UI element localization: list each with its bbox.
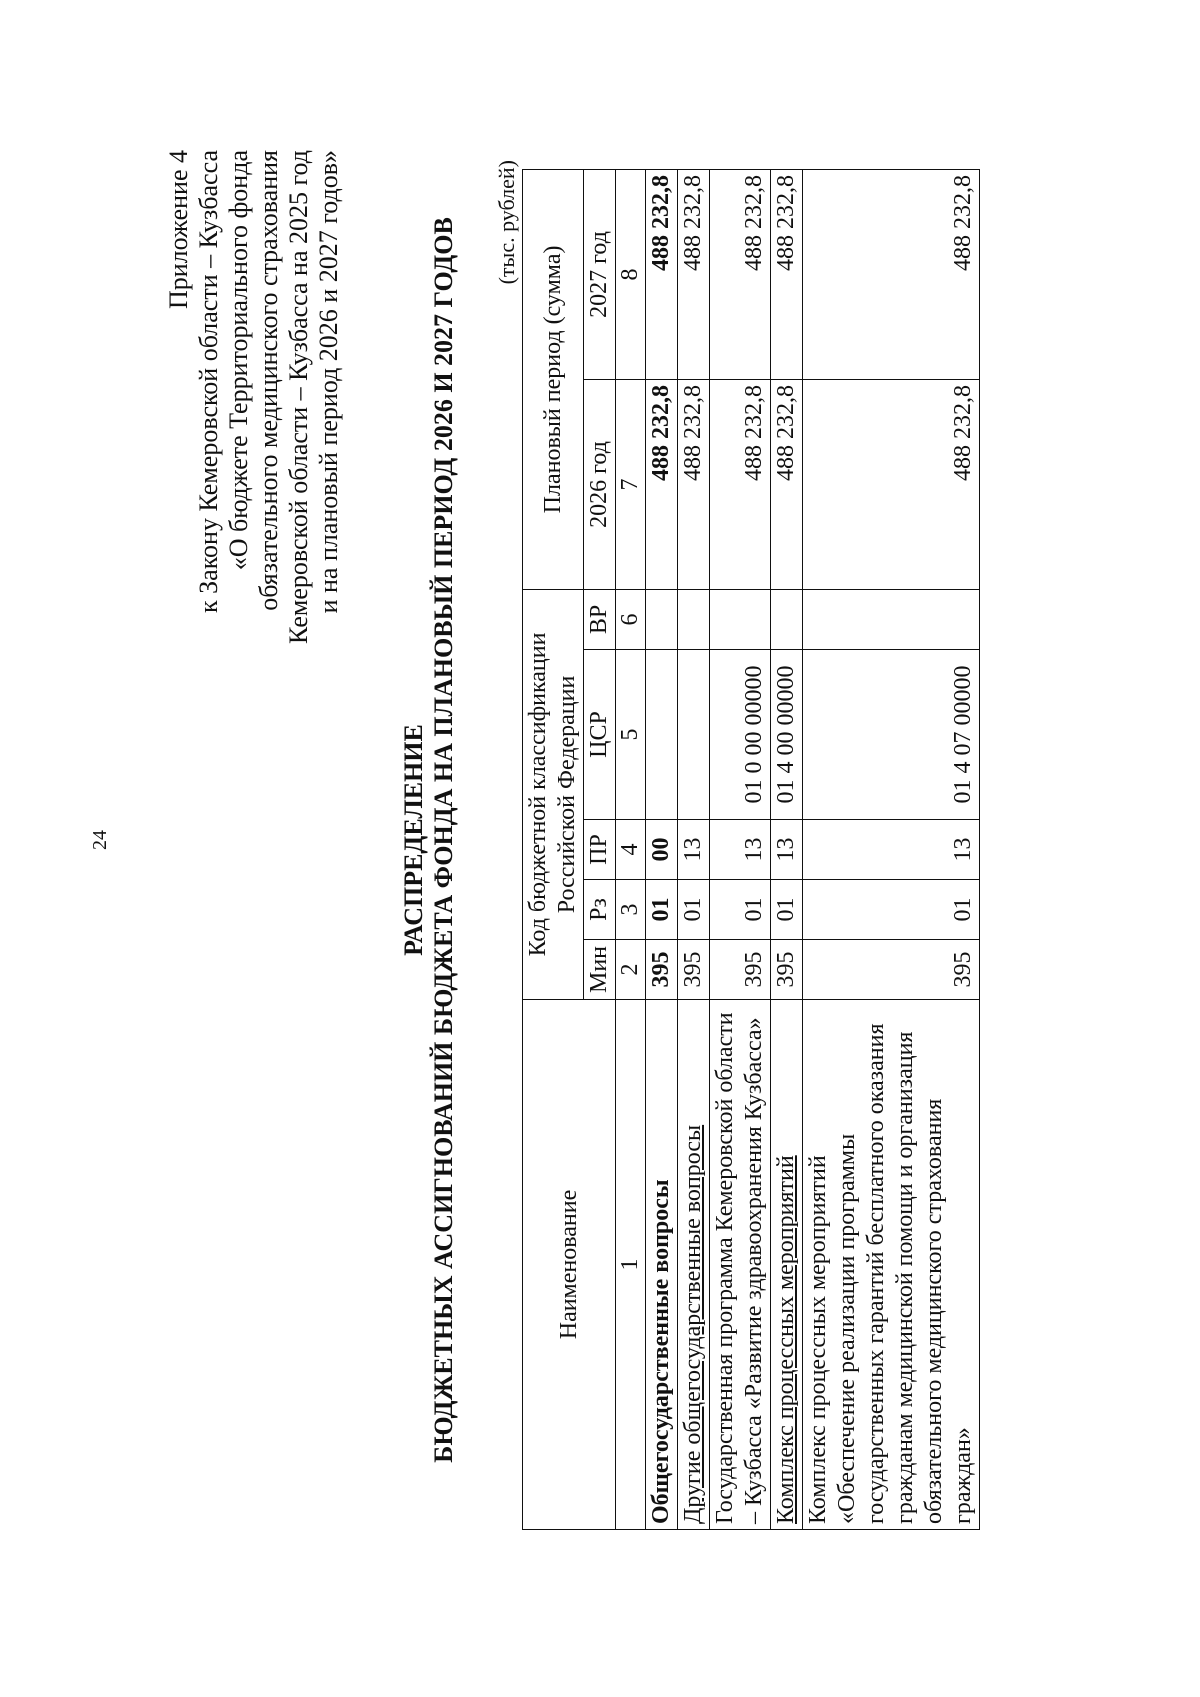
- row-csr: 01 4 07 00000: [803, 650, 980, 820]
- appendix-line: обязательного медицинского страхования: [254, 150, 283, 611]
- row-2027: 488 232,8: [803, 169, 980, 379]
- appendix-line: «О бюджете Территориального фонда: [224, 150, 253, 571]
- row-min: 395: [803, 940, 980, 1000]
- appendix-line: к Закону Кемеровской области – Кузбасса: [194, 150, 223, 613]
- row-name: Другие общегосударственные вопросы: [678, 1000, 710, 1530]
- budget-table: [522, 169, 980, 1530]
- row-pr: 13: [803, 820, 980, 880]
- row-vr: [803, 589, 980, 649]
- header-vr: ВР: [584, 589, 616, 649]
- header-code-group: Код бюджетной классификации Российской Федерации: [523, 589, 584, 999]
- row-name: Комплекс процессных мероприятий «Обеспечение реализации программы государственных гарантий бесплатного оказания гражданам медицинской помощи и организация обязательного медицинского страхования граждан»: [803, 1000, 980, 1530]
- document-title: [399, 20, 459, 1660]
- header-csr: ЦСР: [584, 650, 616, 820]
- rotated-content: [14, 20, 1174, 1660]
- header-rz: Рз: [584, 880, 616, 940]
- row-rz: 01: [803, 880, 980, 940]
- units-label: (тыс. рублей): [494, 160, 519, 285]
- column-number: 4: [616, 820, 646, 880]
- row-2026: 488 232,8: [678, 379, 710, 589]
- row-name: Общегосударственные вопросы: [646, 1000, 678, 1530]
- row-rz: 01: [678, 880, 710, 940]
- row-name: Государственная программа Кемеровской области – Кузбасса «Развитие здравоохранения Кузбасса»: [710, 1000, 771, 1530]
- title-line-2: БЮДЖЕТНЫХ АССИГНОВАНИЙ БЮДЖЕТА ФОНДА НА ПЛАНОВЫЙ ПЕРИОД 2026 И 2027 ГОДОВ: [429, 217, 458, 1463]
- row-2026: 488 232,8: [771, 379, 803, 589]
- table-row: [771, 169, 803, 1529]
- header-row-1: [523, 169, 584, 1529]
- appendix-line: Кемеровской области – Кузбасса на 2025 год: [284, 150, 313, 644]
- column-number: 8: [616, 169, 646, 379]
- table-row: [710, 169, 771, 1529]
- row-pr: 13: [710, 820, 771, 880]
- header-2026: 2026 год: [584, 379, 616, 589]
- row-2026: 488 232,8: [710, 379, 771, 589]
- row-rz: 01: [710, 880, 771, 940]
- table-row: [646, 169, 678, 1529]
- appendix-line: Приложение 4: [164, 150, 193, 310]
- page-number: 24: [89, 830, 111, 850]
- header-plan-group: Плановый период (сумма): [523, 169, 584, 589]
- row-min: 395: [710, 940, 771, 1000]
- row-pr: 00: [646, 820, 678, 880]
- row-rz: 01: [771, 880, 803, 940]
- row-vr: [678, 589, 710, 649]
- row-2027: 488 232,8: [678, 169, 710, 379]
- row-2027: 488 232,8: [646, 169, 678, 379]
- column-number: 3: [616, 880, 646, 940]
- row-pr: 13: [678, 820, 710, 880]
- header-pr: ПР: [584, 820, 616, 880]
- appendix-reference: [164, 150, 344, 710]
- header-min: Мин: [584, 940, 616, 1000]
- header-name: Наименование: [523, 1000, 616, 1530]
- title-line-1: РАСПРЕДЕЛЕНИЕ: [399, 724, 428, 956]
- row-min: 395: [771, 940, 803, 1000]
- row-2026: 488 232,8: [803, 379, 980, 589]
- row-min: 395: [646, 940, 678, 1000]
- row-2027: 488 232,8: [771, 169, 803, 379]
- row-csr: [646, 650, 678, 820]
- row-vr: [710, 589, 771, 649]
- header-2027: 2027 год: [584, 169, 616, 379]
- row-2026: 488 232,8: [646, 379, 678, 589]
- column-number: 5: [616, 650, 646, 820]
- column-number: 6: [616, 589, 646, 649]
- row-vr: [771, 589, 803, 649]
- column-number: 2: [616, 940, 646, 1000]
- row-csr: 01 4 00 00000: [771, 650, 803, 820]
- table-row: [678, 169, 710, 1529]
- row-rz: 01: [646, 880, 678, 940]
- row-2027: 488 232,8: [710, 169, 771, 379]
- row-csr: 01 0 00 00000: [710, 650, 771, 820]
- row-min: 395: [678, 940, 710, 1000]
- column-number: 7: [616, 379, 646, 589]
- row-vr: [646, 589, 678, 649]
- row-pr: 13: [771, 820, 803, 880]
- appendix-line: и на плановый период 2026 и 2027 годов»: [314, 150, 343, 614]
- row-csr: [678, 650, 710, 820]
- row-name: Комплекс процессных мероприятий: [771, 1000, 803, 1530]
- table-row: [803, 169, 980, 1529]
- column-number: 1: [616, 1000, 646, 1530]
- column-number-row: [616, 169, 646, 1529]
